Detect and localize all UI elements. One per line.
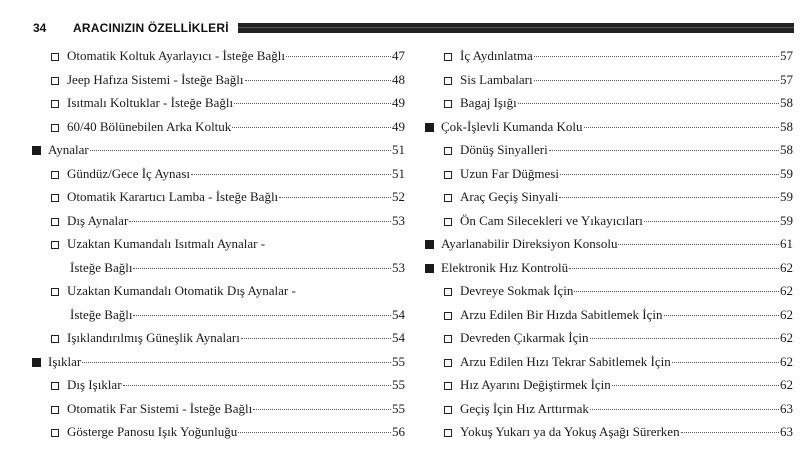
toc-bullet — [444, 45, 456, 69]
toc-page-number: 62 — [780, 283, 793, 298]
toc-bullet — [51, 421, 63, 445]
toc-entry-label: Geçiş İçin Hız Arttırmak — [460, 400, 589, 416]
checkbox-square-bullet-icon — [444, 100, 452, 108]
toc-entry-isitmali-koltuklar-i-stege-bagli — [30, 91, 405, 115]
toc-bullet — [51, 45, 63, 69]
toc-bullet — [444, 398, 456, 422]
toc-entry-otomatik-koltuk-ayarlayici-i-stege-bagli — [30, 44, 405, 68]
toc-bullet — [444, 327, 456, 351]
toc-bullet — [444, 186, 456, 210]
checkbox-square-bullet-icon — [444, 359, 452, 367]
toc-entry-label: Devreye Sokmak İçin — [460, 283, 574, 298]
toc-bullet — [51, 398, 63, 422]
toc-entry-sis-lambalari — [423, 68, 793, 92]
toc-page-number: 59 — [780, 165, 793, 181]
toc-page-number: 52 — [392, 189, 405, 204]
toc-entry-label: Dönüş Sinyalleri — [460, 142, 548, 157]
dot-leader — [253, 409, 391, 410]
toc-left-column — [30, 44, 405, 444]
toc-entry-hiz-ayarini-degistirmek-i-cin — [423, 373, 793, 397]
toc-page-number: 59 — [780, 212, 793, 228]
toc-page-number: 54 — [392, 306, 405, 322]
checkbox-square-bullet-icon — [51, 218, 59, 226]
toc-entry-label: Elektronik Hız Kontrolü — [441, 259, 569, 275]
toc-entry-otomatik-karartici-lamba-i-stege-bagli — [30, 185, 405, 209]
toc-bullet — [51, 374, 63, 398]
toc-bullet — [51, 327, 63, 351]
dot-leader — [664, 315, 779, 316]
toc-entry-uzaktan-kumandali-otomatik-dis-aynalar — [30, 279, 405, 303]
filled-square-bullet-icon — [32, 358, 41, 367]
toc-page-number: 57 — [780, 48, 793, 63]
toc-page-number: 51 — [392, 142, 405, 157]
toc-entry-continuation — [30, 256, 405, 280]
checkbox-square-bullet-icon — [444, 171, 452, 179]
toc-bullet — [51, 163, 63, 187]
toc-entry-label: Ön Cam Silecekleri ve Yıkayıcıları — [460, 212, 643, 228]
toc-entry-label: Otomatik Karartıcı Lamba - İsteğe Bağlı — [67, 189, 279, 204]
toc-entry-label: Işıklar — [48, 353, 82, 369]
toc-entry-yokus-yukari-ya-da-yokus-asagi-surerken — [423, 420, 793, 444]
checkbox-square-bullet-icon — [444, 53, 452, 61]
toc-entry-gosterge-panosu-isik-yogunlugu — [30, 420, 405, 444]
checkbox-square-bullet-icon — [51, 194, 59, 202]
toc-entry-label: Dış Işıklar — [67, 377, 122, 392]
toc-bullet — [444, 280, 456, 304]
toc-bullet — [425, 233, 437, 257]
toc-bullet — [444, 69, 456, 93]
filled-square-bullet-icon — [425, 123, 434, 132]
toc-entry-continuation — [30, 303, 405, 327]
dot-leader — [569, 268, 779, 269]
toc-entry-arac-gecis-sinyali — [423, 185, 793, 209]
toc-page-number: 63 — [780, 424, 793, 439]
toc-page-number: 55 — [392, 353, 405, 369]
toc-entry-label: Dış Aynalar — [67, 212, 129, 228]
toc-entry-jeep-hafiza-sistemi-i-stege-bagli — [30, 68, 405, 92]
toc-page-number: 47 — [392, 48, 405, 63]
toc-entry-donus-sinyalleri — [423, 138, 793, 162]
toc-bullet — [51, 116, 63, 140]
toc-bullet — [444, 421, 456, 445]
toc-page-number: 58 — [780, 142, 793, 157]
toc-entry-label: Arzu Edilen Hızı Tekrar Sabitlemek İçin — [460, 353, 671, 369]
toc-page-number: 49 — [392, 118, 405, 134]
toc-entry-label: Bagaj Işığı — [460, 95, 517, 110]
dot-leader — [559, 197, 779, 198]
toc-page-number: 63 — [780, 400, 793, 416]
checkbox-square-bullet-icon — [51, 288, 59, 296]
toc-entry-otomatik-far-sistemi-i-stege-bagli — [30, 397, 405, 421]
toc-entry-label: Çok-İşlevli Kumanda Kolu — [441, 118, 583, 134]
filled-square-bullet-icon — [425, 264, 434, 273]
dot-leader — [129, 221, 391, 222]
toc-entry-bagaj-isigi — [423, 91, 793, 115]
dot-leader — [618, 244, 779, 245]
dot-leader — [232, 127, 391, 128]
toc-page-number: 54 — [392, 330, 405, 345]
dot-leader — [245, 80, 391, 81]
toc-bullet — [444, 92, 456, 116]
toc-bullet — [444, 163, 456, 187]
toc-entry-label: Işıklandırılmış Güneşlik Aynaları — [67, 330, 240, 345]
toc-entry-continuation-label: İsteğe Bağlı — [70, 259, 133, 275]
toc-page-number: 53 — [392, 212, 405, 228]
toc-entry-arzu-edilen-bir-hizda-sabitlemek-i-cin — [423, 303, 793, 327]
dot-leader — [286, 56, 391, 57]
toc-page-number: 57 — [780, 71, 793, 87]
toc-entry-label: Sis Lambaları — [460, 71, 533, 87]
checkbox-square-bullet-icon — [444, 335, 452, 343]
toc-bullet — [32, 139, 44, 163]
checkbox-square-bullet-icon — [444, 406, 452, 414]
toc-bullet — [32, 351, 44, 375]
toc-entry-label: Jeep Hafıza Sistemi - İsteğe Bağlı — [67, 71, 244, 87]
dot-leader — [90, 150, 391, 151]
toc-entry-gecis-i-cin-hiz-arttirmak — [423, 397, 793, 421]
toc-page-number: 62 — [780, 330, 793, 345]
toc-entry-cok-i-slevli-kumanda-kolu — [423, 115, 793, 139]
toc-entry-label: Yokuş Yukarı ya da Yokuş Aşağı Sürerken — [460, 424, 680, 439]
dot-leader — [560, 174, 779, 175]
toc-page-number: 58 — [780, 95, 793, 110]
toc-entry-label: Otomatik Far Sistemi - İsteğe Bağlı — [67, 400, 253, 416]
toc-entry-label: Uzaktan Kumandalı Otomatik Dış Aynalar - — [67, 283, 296, 298]
dot-leader — [123, 385, 391, 386]
checkbox-square-bullet-icon — [444, 382, 452, 390]
toc-page-number: 48 — [392, 71, 405, 87]
toc-bullet — [51, 186, 63, 210]
checkbox-square-bullet-icon — [444, 288, 452, 296]
toc-page-number: 62 — [780, 259, 793, 275]
toc-page-number: 49 — [392, 95, 405, 110]
toc-right-column — [423, 44, 793, 444]
dot-leader — [518, 103, 779, 104]
dot-leader — [672, 362, 779, 363]
toc-entry-uzun-far-dugmesi — [423, 162, 793, 186]
toc-entry-label: Aynalar — [48, 142, 89, 157]
dot-leader — [534, 80, 779, 81]
toc-entry-aynalar — [30, 138, 405, 162]
checkbox-square-bullet-icon — [51, 241, 59, 249]
toc-bullet — [425, 257, 437, 281]
checkbox-square-bullet-icon — [444, 194, 452, 202]
toc-entry-label: Uzun Far Düğmesi — [460, 165, 559, 181]
dot-leader — [133, 315, 391, 316]
toc-entry-label: Otomatik Koltuk Ayarlayıcı - İsteğe Bağlı — [67, 48, 285, 63]
checkbox-square-bullet-icon — [444, 147, 452, 155]
toc-page-number: 59 — [780, 189, 793, 204]
checkbox-square-bullet-icon — [444, 77, 452, 85]
page-number: 34 — [33, 21, 47, 35]
toc-entry-dis-isiklar — [30, 373, 405, 397]
toc-bullet — [51, 210, 63, 234]
checkbox-square-bullet-icon — [444, 312, 452, 320]
toc-page-number: 56 — [392, 424, 405, 439]
dot-leader — [681, 432, 779, 433]
toc-entry-ayarlanabilir-direksiyon-konsolu — [423, 232, 793, 256]
checkbox-square-bullet-icon — [51, 53, 59, 61]
dot-leader — [234, 103, 391, 104]
toc-entry-isiklandirilmis-guneslik-aynalari — [30, 326, 405, 350]
checkbox-square-bullet-icon — [51, 77, 59, 85]
toc-page-number: 62 — [780, 377, 793, 392]
header-rule — [238, 23, 794, 33]
toc-page-number: 55 — [392, 377, 405, 392]
checkbox-square-bullet-icon — [444, 218, 452, 226]
toc-entry-devreden-cikarmak-i-cin — [423, 326, 793, 350]
toc-entry-label: Ayarlanabilir Direksiyon Konsolu — [441, 236, 618, 251]
checkbox-square-bullet-icon — [444, 429, 452, 437]
toc-bullet — [51, 69, 63, 93]
toc-entry-label: İç Aydınlatma — [460, 48, 533, 63]
dot-leader — [241, 338, 391, 339]
toc-entry-label: Araç Geçiş Sinyali — [460, 189, 559, 204]
toc-bullet — [51, 92, 63, 116]
toc-entry-label: Gösterge Panosu Işık Yoğunluğu — [67, 424, 238, 439]
checkbox-square-bullet-icon — [51, 406, 59, 414]
checkbox-square-bullet-icon — [51, 171, 59, 179]
dot-leader — [574, 291, 779, 292]
dot-leader — [590, 409, 779, 410]
toc-entry-label: Devreden Çıkarmak İçin — [460, 330, 589, 345]
dot-leader — [191, 174, 391, 175]
toc-bullet — [51, 233, 63, 257]
toc-entry-uzaktan-kumandali-isitmali-aynalar — [30, 232, 405, 256]
checkbox-square-bullet-icon — [51, 335, 59, 343]
toc-bullet — [444, 374, 456, 398]
toc-bullet — [444, 304, 456, 328]
toc-page-number: 51 — [392, 165, 405, 181]
toc-page-number: 62 — [780, 353, 793, 369]
toc-entry-elektronik-hiz-kontrolu — [423, 256, 793, 280]
toc-page-number: 53 — [392, 259, 405, 275]
toc-page-number: 58 — [780, 118, 793, 134]
checkbox-square-bullet-icon — [51, 100, 59, 108]
toc-bullet — [444, 351, 456, 375]
toc-entry-label: Uzaktan Kumandalı Isıtmalı Aynalar - — [67, 236, 266, 251]
toc-entry-label: 60/40 Bölünebilen Arka Koltuk — [67, 118, 232, 134]
dot-leader — [534, 56, 779, 57]
dot-leader — [279, 197, 391, 198]
toc-page-number: 62 — [780, 306, 793, 322]
dot-leader — [238, 432, 391, 433]
dot-leader — [644, 221, 779, 222]
toc-entry-gunduz-gece-i-c-aynasi — [30, 162, 405, 186]
toc-entry-isiklar — [30, 350, 405, 374]
dot-leader — [590, 338, 779, 339]
toc-page-number: 55 — [392, 400, 405, 416]
page-header — [0, 0, 800, 44]
filled-square-bullet-icon — [425, 240, 434, 249]
toc-bullet — [444, 210, 456, 234]
toc-entry-continuation-label: İsteğe Bağlı — [70, 306, 133, 322]
toc-entry-60-40-bolunebilen-arka-koltuk — [30, 115, 405, 139]
toc-entry-devreye-sokmak-i-cin — [423, 279, 793, 303]
toc-entry-dis-aynalar — [30, 209, 405, 233]
filled-square-bullet-icon — [32, 146, 41, 155]
checkbox-square-bullet-icon — [51, 429, 59, 437]
toc-bullet — [51, 280, 63, 304]
toc-entry-label: Hız Ayarını Değiştirmek İçin — [460, 377, 611, 392]
toc-entry-label: Arzu Edilen Bir Hızda Sabitlemek İçin — [460, 306, 663, 322]
dot-leader — [612, 385, 779, 386]
toc-entry-label: Isıtmalı Koltuklar - İsteğe Bağlı — [67, 95, 234, 110]
toc-page-number: 61 — [780, 236, 793, 251]
toc-entry-arzu-edilen-hizi-tekrar-sabitlemek-i-cin — [423, 350, 793, 374]
dot-leader — [82, 362, 391, 363]
checkbox-square-bullet-icon — [51, 124, 59, 132]
dot-leader — [584, 127, 779, 128]
toc-bullet — [425, 116, 437, 140]
dot-leader — [549, 150, 779, 151]
toc-entry-on-cam-silecekleri-ve-yikayicilari — [423, 209, 793, 233]
dot-leader — [133, 268, 391, 269]
toc-entry-i-c-aydinlatma — [423, 44, 793, 68]
toc-entry-label: Gündüz/Gece İç Aynası — [67, 165, 190, 181]
toc-bullet — [444, 139, 456, 163]
checkbox-square-bullet-icon — [51, 382, 59, 390]
section-title: ARACINIZIN ÖZELLİKLERİ — [73, 21, 229, 35]
